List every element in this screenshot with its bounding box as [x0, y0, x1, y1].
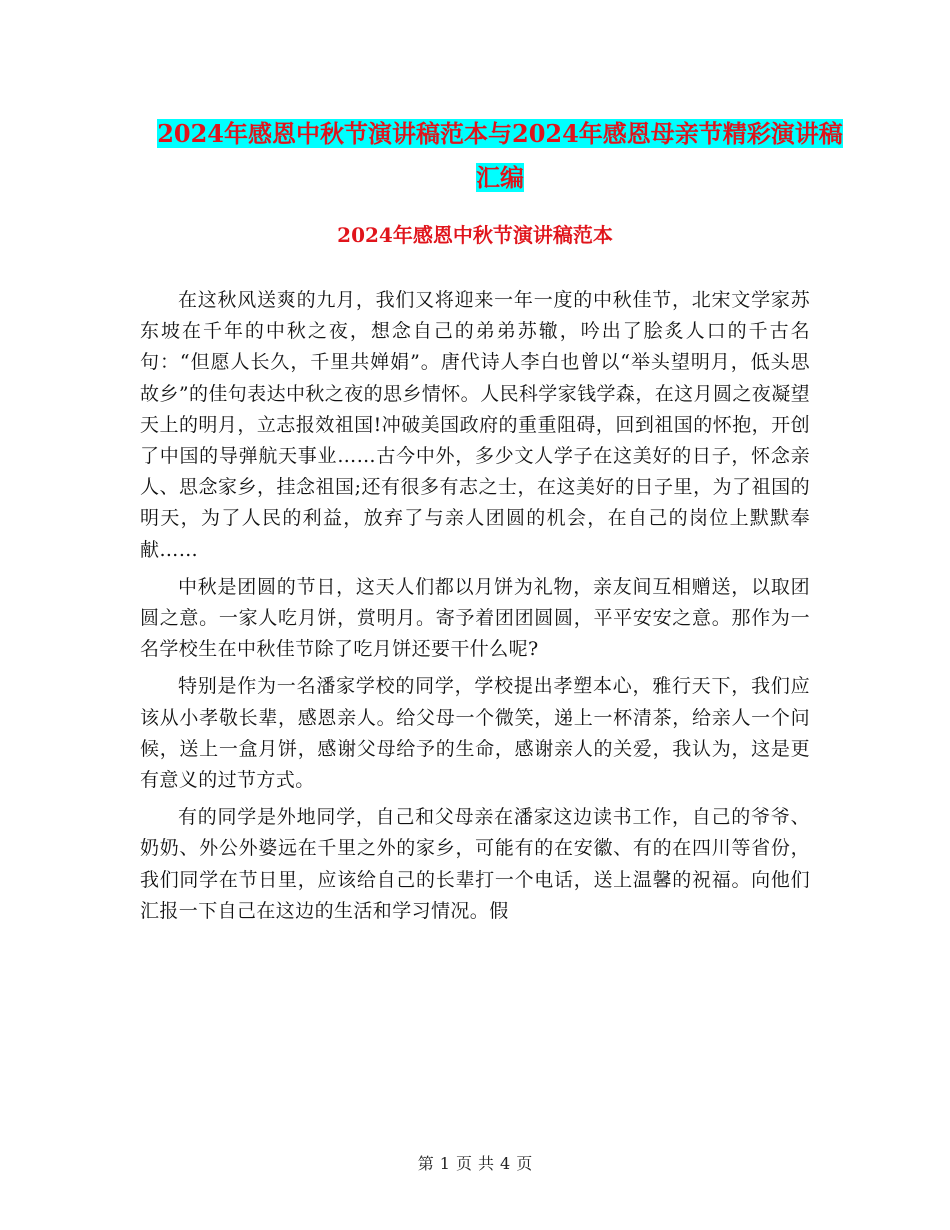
page-footer: [0, 1152, 950, 1176]
footer-total-pages: 4: [500, 1154, 511, 1173]
paragraph-4: 有的同学是外地同学，自己和父母亲在潘家这边读书工作，自己的爷爷、奶奶、外公外婆远在千里之外的家乡，可能有的在安徽、有的在四川等省份，我们同学在节日里，应该给自己的长辈打一个电话，送上温馨的祝福。向他们汇报一下自己在这边的生活和学习情况。假: [140, 806, 810, 922]
section-title: 2024年感恩中秋节演讲稿范本: [337, 223, 613, 247]
paragraph-2: 中秋是团圆的节日，这天人们都以月饼为礼物，亲友间互相赠送，以取团圆之意。一家人吃月饼，赏明月。寄予着团团圆圆，平平安安之意。那作为一名学校生在中秋佳节除了吃月饼还要干什么呢?: [140, 575, 810, 661]
paragraph-3: 特别是作为一名潘家学校的同学，学校提出孝塑本心，雅行天下，我们应该从小孝敬长辈，感恩亲人。给父母一个微笑，递上一杯清茶，给亲人一个问候，送上一盒月饼，感谢父母给予的生命，感谢亲人的关爱，我认为，这是更有意义的过节方式。: [140, 675, 810, 792]
footer-suffix: 页: [516, 1154, 533, 1173]
document-title: [150, 112, 850, 200]
document-title-text: 2024年感恩中秋节演讲稿范本与2024年感恩母亲节精彩演讲稿汇编: [157, 119, 843, 192]
document-body: [140, 285, 810, 933]
footer-current-page: 1: [439, 1154, 450, 1173]
footer-page-word: 页: [455, 1154, 472, 1173]
footer-total-word: 共: [478, 1154, 495, 1173]
paragraph-1: 在这秋风送爽的九月，我们又将迎来一年一度的中秋佳节，北宋文学家苏东坡在千年的中秋之夜，想念自己的弟弟苏辙，吟出了脍炙人口的千古名句：“但愿人长久，千里共婵娟”。唐代诗人李白也曾以“举头望明月，低头思故乡”的佳句表达中秋之夜的思乡情怀。人民科学家钱学森，在这月圆之夜凝望天上的明月，立志报效祖国!冲破美国政府的重重阻碍，回到祖国的怀抱，开创了中国的导弹航天事业……古今中外，多少文人学子在这美好的日子，怀念亲人、思念家乡，挂念祖国;还有很多有志之士，在这美好的日子里，为了祖国的明天，为了人民的利益，放弃了与亲人团圆的机会，在自己的岗位上默默奉献……: [140, 289, 810, 561]
footer-prefix: 第: [417, 1154, 434, 1173]
